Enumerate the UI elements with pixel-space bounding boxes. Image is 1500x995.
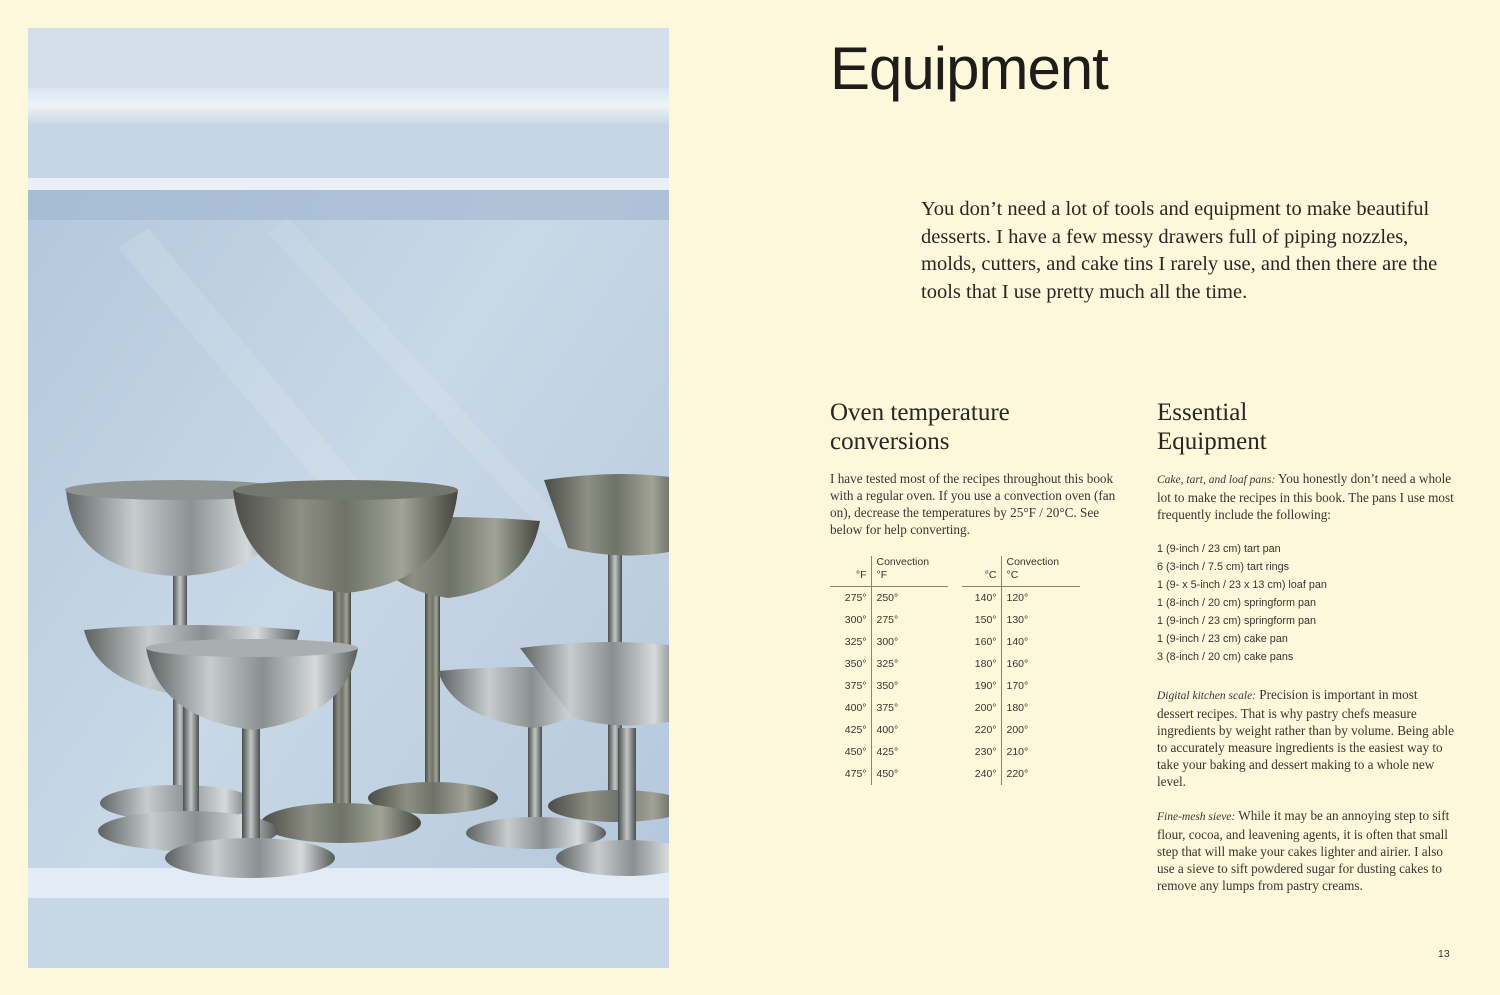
convection-temp-cell: 350° [876, 680, 899, 692]
table-row [830, 697, 948, 719]
intro-paragraph: You don’t need a lot of tools and equipment to make beautiful desserts. I have a few messy drawers full of piping nozzles, molds, cutters, and cake tins I rarely use, and then there are the tools that I use pretty much all the time. [921, 198, 1438, 303]
page-title: Equipment [830, 35, 1108, 102]
table-row [830, 741, 948, 763]
table-row [962, 719, 1080, 741]
sieve-paragraph [1157, 807, 1457, 894]
regular-temp-cell: 190° [962, 675, 1001, 697]
celsius-conversion-table [962, 556, 1080, 785]
column-header-convection-f [871, 556, 948, 587]
regular-temp-cell: 240° [962, 763, 1001, 785]
convection-temp-cell: 200° [1006, 724, 1029, 736]
oven-conversions-heading: Oven temperature conversions [830, 399, 1010, 455]
table-row [830, 609, 948, 631]
table-row [830, 587, 948, 610]
regular-temp-cell: 180° [962, 653, 1001, 675]
table-row [962, 675, 1080, 697]
photo-illustration [28, 28, 669, 968]
convection-temp-cell: 325° [876, 658, 899, 670]
convection-temp-cell: 250° [876, 592, 899, 604]
list-item: 1 (8-inch / 20 cm) springform pan [1157, 597, 1317, 609]
regular-temp-cell: 350° [830, 653, 871, 675]
list-item: 1 (9-inch / 23 cm) springform pan [1157, 615, 1317, 627]
pans-text: You honestly don’t need a whole lot to make the recipes in this book. The pans I use most frequently include the following: [1157, 471, 1454, 522]
regular-temp-cell: 200° [962, 697, 1001, 719]
table-header-row [830, 556, 948, 587]
list-item: 1 (9-inch / 23 cm) cake pan [1157, 633, 1288, 645]
table-row [830, 763, 948, 785]
sieve-label: Fine-mesh sieve: [1157, 811, 1236, 823]
column-header-f: °F [830, 556, 871, 587]
convection-temp-cell: 275° [876, 614, 899, 626]
list-item: 3 (8-inch / 20 cm) cake pans [1157, 651, 1294, 663]
header-line: Convection [1006, 556, 1060, 568]
convection-temp-cell: 300° [876, 636, 899, 648]
oven-conversions-text: I have tested most of the recipes throughout this book with a regular oven. If you use a convection oven (fan on), decrease the temperatures by 25°F / 20°C. See below for help converting. [830, 471, 1116, 537]
table-row [962, 653, 1080, 675]
column-header-convection-c [1001, 556, 1080, 587]
convection-temp-cell: 160° [1006, 658, 1029, 670]
convection-temp-cell: 180° [1006, 702, 1029, 714]
table-row [962, 741, 1080, 763]
regular-temp-cell: 425° [830, 719, 871, 741]
table-row [830, 631, 948, 653]
scale-label: Digital kitchen scale: [1157, 690, 1256, 702]
convection-temp-cell: 400° [876, 724, 899, 736]
convection-temp-cell: 140° [1006, 636, 1029, 648]
regular-temp-cell: 160° [962, 631, 1001, 653]
convection-temp-cell: 210° [1006, 746, 1029, 758]
essential-equipment-text [1157, 470, 1457, 911]
table-row [830, 653, 948, 675]
sieve-text: While it may be an annoying step to sift flour, cocoa, and leavening agents, it is often that small step that will make your cakes lighter and airier. I also use a sieve to sift powdered sugar for dusting cakes to remove any lumps from pastry creams. [1157, 808, 1450, 893]
convection-temp-cell: 220° [1006, 768, 1029, 780]
essential-equipment-heading: Essential Equipment [1157, 399, 1267, 455]
header-line: °C [1006, 569, 1019, 581]
page-number: 13 [1438, 948, 1450, 960]
convection-temp-cell: 425° [876, 746, 899, 758]
regular-temp-cell: 140° [962, 587, 1001, 610]
regular-temp-cell: 150° [962, 609, 1001, 631]
table-row [962, 763, 1080, 785]
column-header-c: °C [962, 556, 1001, 587]
celsius-table-body [962, 587, 1080, 786]
regular-temp-cell: 275° [830, 587, 871, 610]
convection-temp-cell: 375° [876, 702, 899, 714]
regular-temp-cell: 230° [962, 741, 1001, 763]
header-line: Convection [876, 556, 930, 568]
regular-temp-cell: 450° [830, 741, 871, 763]
table-header-row [962, 556, 1080, 587]
table-row [830, 719, 948, 741]
table-row [962, 631, 1080, 653]
convection-temp-cell: 130° [1006, 614, 1029, 626]
regular-temp-cell: 400° [830, 697, 871, 719]
table-row [962, 609, 1080, 631]
table-row [830, 675, 948, 697]
photo-silver-coupe-glasses [28, 28, 669, 968]
table-row [962, 587, 1080, 610]
regular-temp-cell: 325° [830, 631, 871, 653]
regular-temp-cell: 220° [962, 719, 1001, 741]
pans-paragraph [1157, 470, 1457, 523]
regular-temp-cell: 300° [830, 609, 871, 631]
regular-temp-cell: 475° [830, 763, 871, 785]
scale-paragraph [1157, 686, 1457, 790]
header-line: °F [876, 569, 888, 581]
fahrenheit-conversion-table [830, 556, 948, 785]
pan-list [1157, 540, 1457, 666]
fahrenheit-table-body [830, 587, 948, 786]
convection-temp-cell: 450° [876, 768, 899, 780]
pans-label: Cake, tart, and loaf pans: [1157, 474, 1276, 486]
scale-text: Precision is important in most dessert recipes. That is why pastry chefs measure ingredients by weight rather than by volume. Being able to accurately measure ingredients is the easiest way to take your baking and dessert making to a whole new level. [1157, 687, 1455, 789]
table-row [962, 697, 1080, 719]
convection-temp-cell: 170° [1006, 680, 1029, 692]
regular-temp-cell: 375° [830, 675, 871, 697]
list-item: 1 (9-inch / 23 cm) tart pan [1157, 543, 1281, 555]
list-item: 1 (9- x 5-inch / 23 x 13 cm) loaf pan [1157, 579, 1327, 591]
convection-temp-cell: 120° [1006, 592, 1029, 604]
list-item: 6 (3-inch / 7.5 cm) tart rings [1157, 561, 1290, 573]
